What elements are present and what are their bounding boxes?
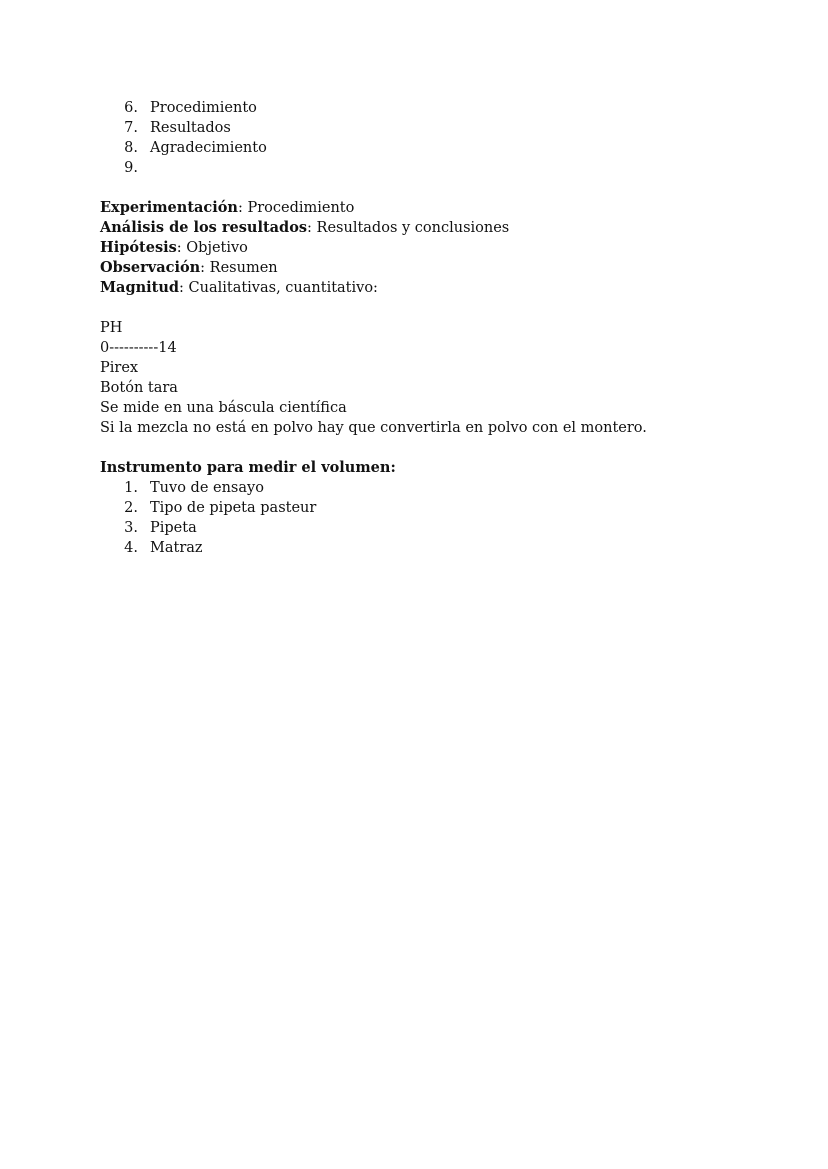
list-item xyxy=(100,158,740,178)
definition-desc: : Procedimiento xyxy=(237,200,355,216)
definition-line xyxy=(100,218,740,238)
definition-line xyxy=(100,278,740,298)
definition-term: Hipótesis xyxy=(100,239,177,256)
list-item xyxy=(100,118,740,138)
list-number: 1. xyxy=(124,480,138,496)
list-item xyxy=(100,478,740,498)
list-number: 8. xyxy=(124,140,138,156)
list-text: Pipeta xyxy=(150,520,197,536)
definition-desc: : Cualitativas, cuantitativo: xyxy=(179,280,378,296)
list-number: 3. xyxy=(124,520,138,536)
note-line: 0----------14 xyxy=(100,340,177,356)
numbered-list-top xyxy=(100,98,740,178)
list-number: 6. xyxy=(124,100,138,116)
list-item xyxy=(100,518,740,538)
volume-instruments-list xyxy=(100,478,740,558)
note-line: Se mide en una báscula científica xyxy=(100,400,347,416)
definition-term: Observación xyxy=(100,259,201,276)
notes xyxy=(100,318,740,438)
note-line: Pirex xyxy=(100,360,139,376)
document-page xyxy=(100,98,740,558)
definition-line xyxy=(100,258,740,278)
definition-desc: : Resultados y conclusiones xyxy=(307,220,510,236)
list-text: Matraz xyxy=(150,540,203,556)
list-text: Tipo de pipeta pasteur xyxy=(150,500,317,516)
list-text: Resultados xyxy=(150,120,231,136)
definition-line xyxy=(100,198,740,218)
list-number: 4. xyxy=(124,540,138,556)
note-line: Si la mezcla no está en polvo hay que convertirla en polvo con el montero. xyxy=(100,420,647,436)
list-number: 9. xyxy=(124,160,138,176)
list-number: 7. xyxy=(124,120,138,136)
list-item xyxy=(100,138,740,158)
definition-desc: : Objetivo xyxy=(176,240,248,256)
note-line: Botón tara xyxy=(100,380,178,396)
list-item xyxy=(100,98,740,118)
definition-line xyxy=(100,238,740,258)
note-line: PH xyxy=(100,320,123,336)
definition-term: Análisis de los resultados xyxy=(100,219,308,236)
list-text: Agradecimiento xyxy=(150,140,267,156)
definition-desc: : Resumen xyxy=(200,260,278,276)
section-heading xyxy=(100,458,740,478)
definitions xyxy=(100,198,740,298)
list-text: Procedimiento xyxy=(150,100,257,116)
section-heading-text: Instrumento para medir el volumen: xyxy=(100,459,396,476)
list-item xyxy=(100,498,740,518)
definition-term: Magnitud xyxy=(100,279,180,296)
list-text: Tuvo de ensayo xyxy=(150,480,264,496)
list-item xyxy=(100,538,740,558)
list-number: 2. xyxy=(124,500,138,516)
definition-term: Experimentación xyxy=(100,199,238,216)
